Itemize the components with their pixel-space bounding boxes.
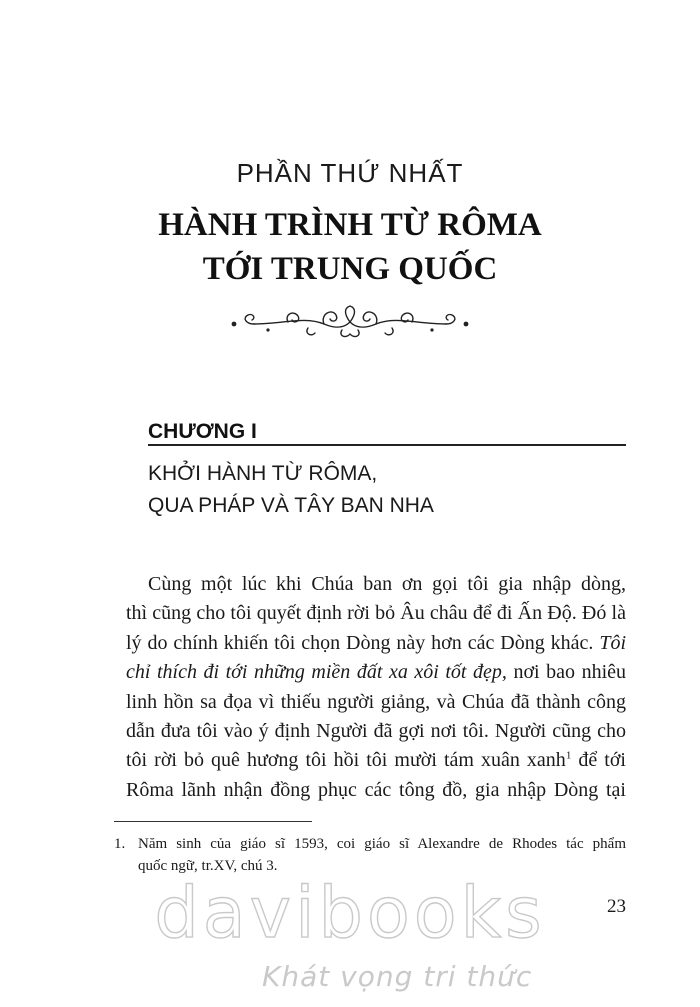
watermark-logo: davibooks: [154, 872, 546, 954]
body-line: Rôma lãnh nhận đồng phục các tông đồ, gia nhập Dòng tại: [126, 778, 626, 801]
body-line: linh hồn sa đọa vì thiếu người giảng, và Chúa đã thành công: [126, 690, 626, 713]
chapter-title: [148, 458, 626, 522]
italic-text-run: Tôi: [599, 631, 627, 654]
footnote-reference: 1: [565, 749, 572, 762]
body-line: thì cũng cho tôi quyết định rời bỏ Âu châu để đi Ấn Độ. Đó là: [126, 602, 626, 625]
chapter-title-line-1: KHỞI HÀNH TỪ RÔMA,: [148, 462, 378, 485]
body-text-run: nơi bao nhiêu: [513, 661, 627, 684]
body-text-run: tôi rời bỏ quê hương tôi hồi tôi mười tám xuân xanh: [126, 749, 566, 772]
body-line: [126, 746, 626, 775]
chapter-rule: [148, 444, 626, 446]
footnote-line-2: quốc ngữ, tr.XV, chú 3.: [138, 858, 278, 874]
italic-text-run: chỉ thích đi tới những miền đất xa xôi tốt đẹp,: [126, 661, 507, 684]
body-line: Cùng một lúc khi Chúa ban ơn gọi tôi gia nhập dòng,: [148, 573, 626, 595]
watermark-tagline: Khát vọng tri thức: [262, 960, 533, 993]
ornament-divider-icon: [224, 302, 476, 342]
body-paragraph: [126, 570, 626, 805]
body-line: [126, 658, 626, 687]
part-title: [0, 203, 700, 291]
page-number: 23: [607, 896, 626, 917]
footnote-text: [138, 833, 626, 877]
part-title-line-2: TỚI TRUNG QUỐC: [202, 251, 498, 287]
chapter-label: CHƯƠNG I: [148, 420, 257, 443]
footnote-divider: [114, 821, 312, 822]
part-label: PHẦN THỨ NHẤT: [236, 158, 464, 188]
body-text-run: để tới: [578, 749, 626, 772]
chapter-title-line-2: QUA PHÁP VÀ TÂY BAN NHA: [148, 494, 434, 517]
body-text-run: lý do chính khiến tôi chọn Dòng này hơn các Dòng khác.: [126, 631, 594, 654]
footnote-number: 1.: [114, 836, 126, 852]
footnote: [114, 833, 626, 877]
body-line: dẫn đưa tôi vào ý định Người đã gợi nơi tôi. Người cũng cho: [126, 720, 626, 743]
body-line: [126, 629, 626, 658]
footnote-line-1: Năm sinh của giáo sĩ 1593, coi giáo sĩ Alexandre de Rhodes tác phẩm: [138, 836, 626, 852]
part-title-line-1: HÀNH TRÌNH TỪ RÔMA: [158, 207, 542, 243]
